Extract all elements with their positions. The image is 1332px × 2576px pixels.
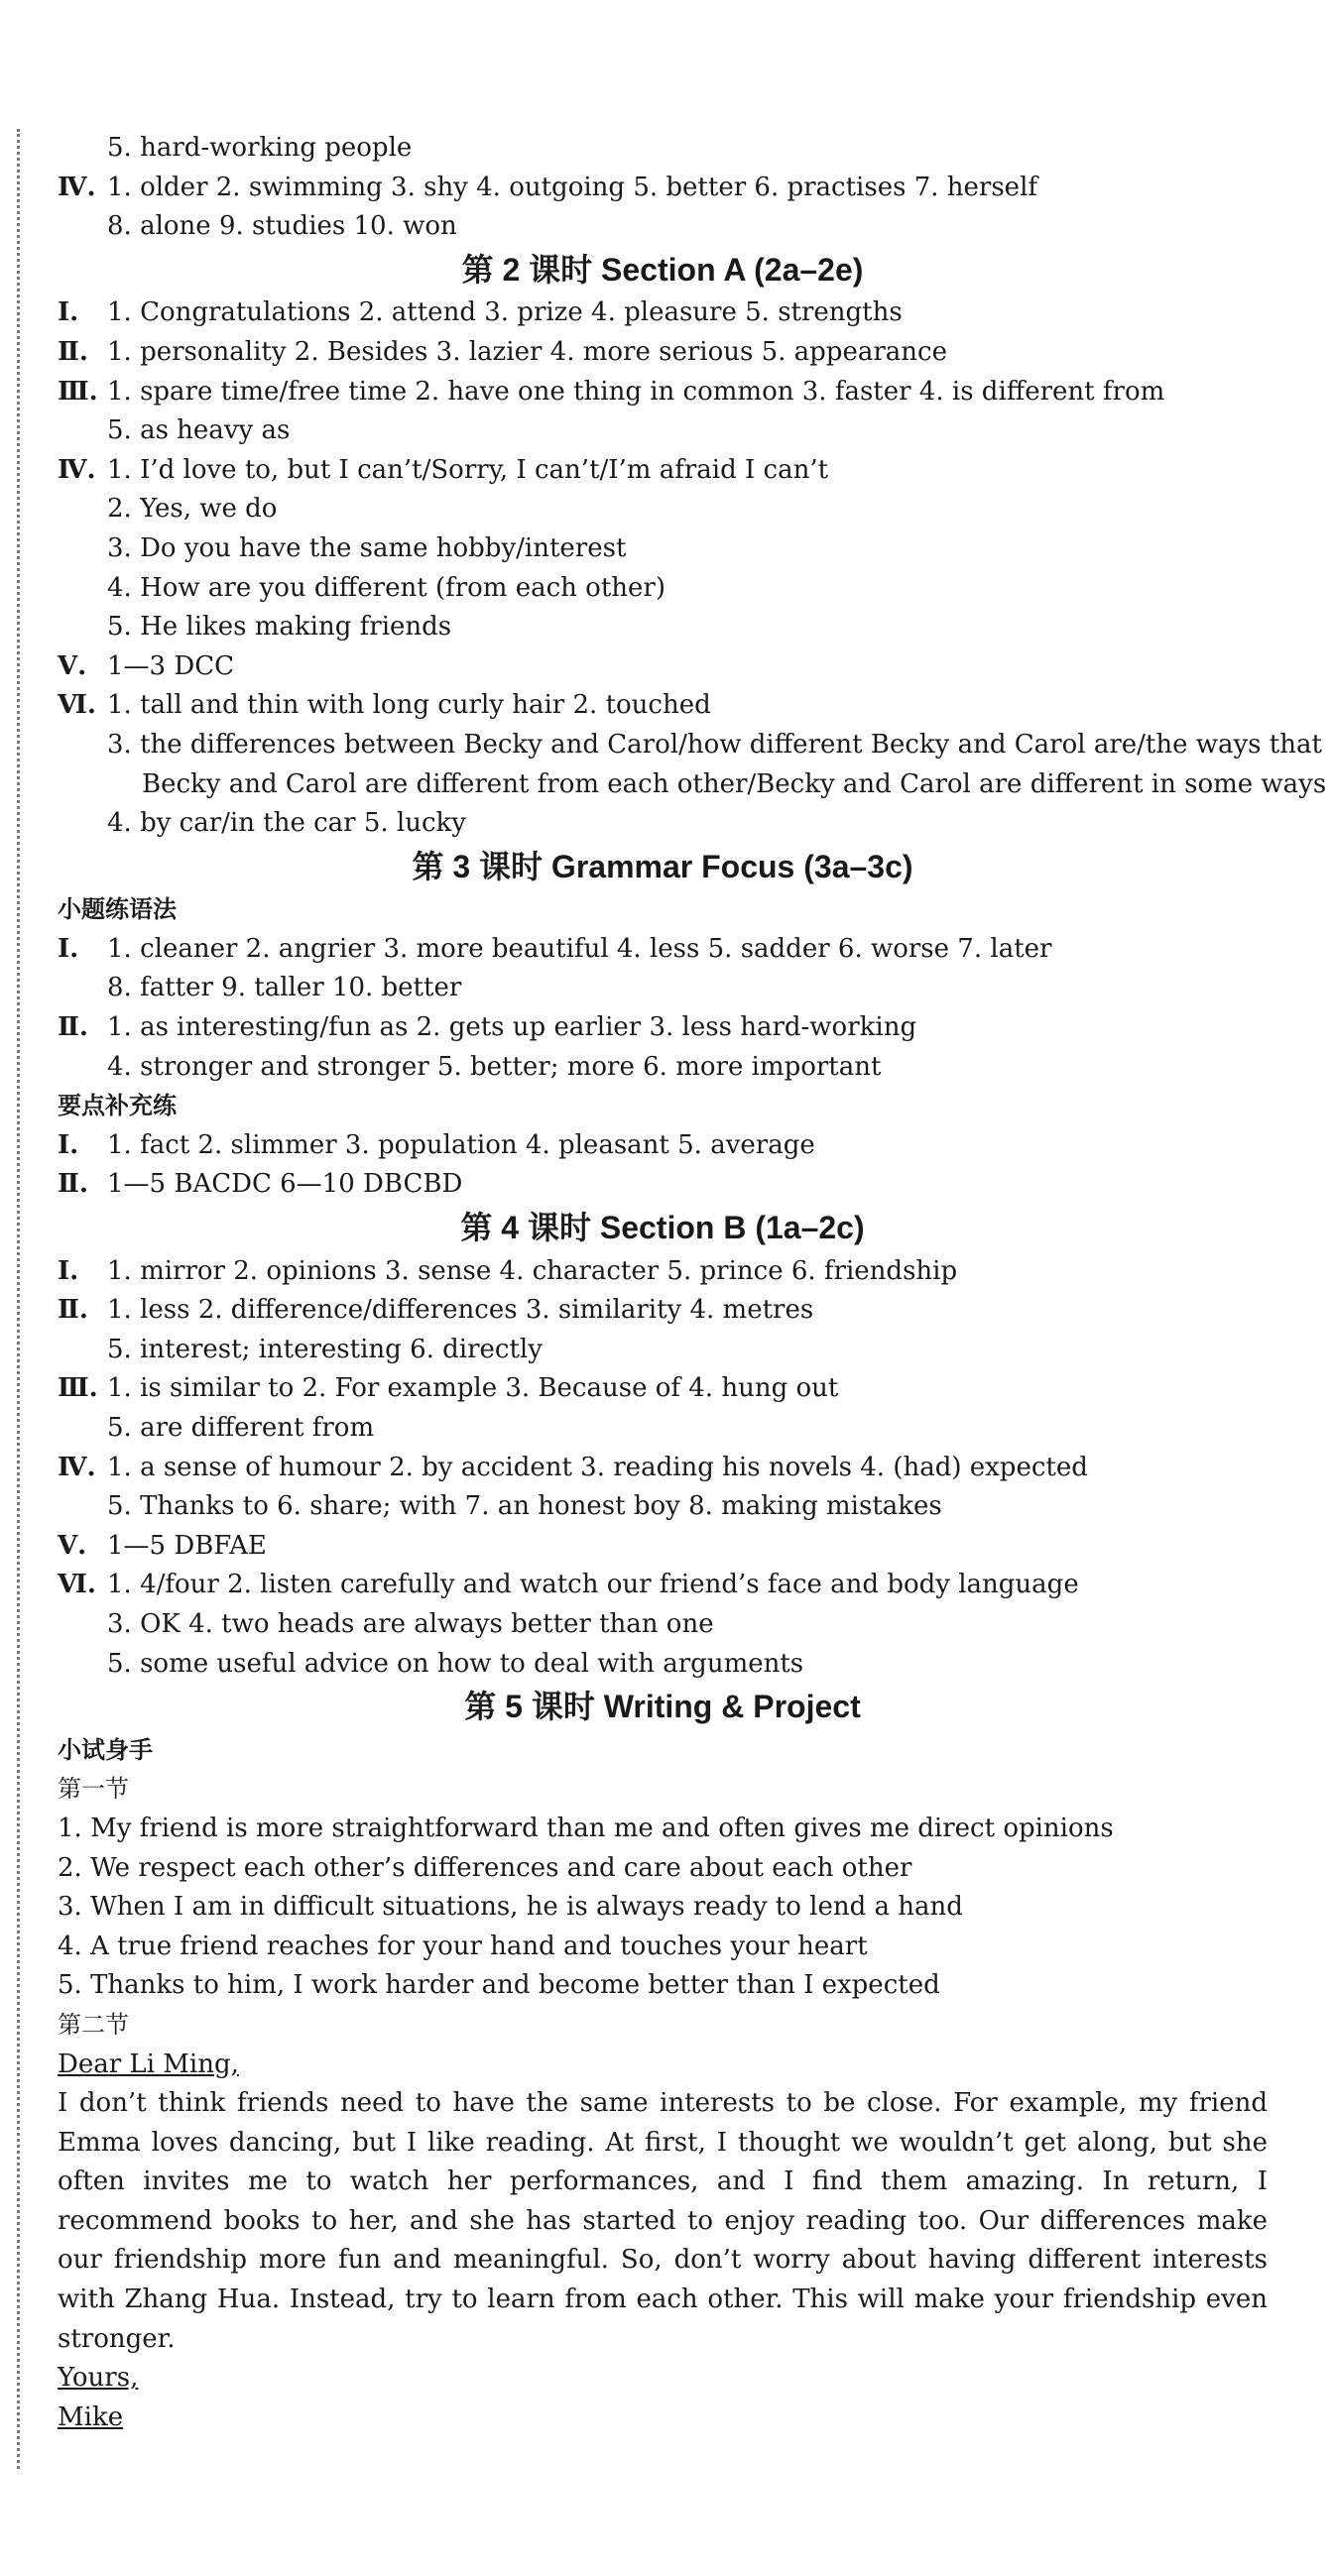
answer-line: Becky and Carol are different from each other/Becky and Carol are different in some ways	[142, 768, 1327, 799]
section-heading: 第 5 课时 Writing & Project	[464, 1689, 861, 1725]
answer-line: Ⅱ. 1. as interesting/fun as 2. gets up earlier 3. less hard-working	[58, 1008, 1268, 1048]
letter-signature: Mike	[58, 2401, 124, 2432]
part-label: 第二节	[58, 2010, 129, 2039]
roman-numeral: Ⅴ.	[58, 650, 87, 681]
roman-numeral: Ⅰ.	[58, 1129, 79, 1160]
roman-numeral: Ⅳ.	[58, 1452, 96, 1482]
answer-line: 3. the differences between Becky and Carol/how different Becky and Carol are/the ways that	[107, 729, 1322, 760]
sentence-line: 5. Thanks to him, I work harder and become better than I expected	[58, 1970, 940, 2001]
answer-line: Ⅱ. 1. personality 2. Besides 3. lazier 4. more serious 5. appearance	[58, 333, 1268, 373]
sentence-line: 1. My friend is more straightforward than me and often gives me direct opinions	[58, 1813, 1114, 1843]
sentence-line: 4. A true friend reaches for your hand and touches your heart	[58, 1931, 868, 1961]
answer-line: Ⅳ. 1. I’d love to, but I can’t/Sorry, I can’t/I’m afraid I can’t	[58, 451, 1268, 491]
letter-body: I don’t think friends need to have the same interests to be close. For example, my friend Emma loves dancing, but I like reading. At first, I thought we wouldn’t get along, but she often invites me to watch her performances, and I find them amazing. In return, I recommend books to her, and she has started to enjoy reading too. Our differences make our friendship more fun and meaningful. So, don’t worry about having different interests with Zhang Hua. Instead, try to learn from each other. This will make your friendship even stronger.	[58, 2088, 1268, 2354]
subsection-label: 要点补充练	[58, 1092, 177, 1120]
answer-line: 5. are different from	[107, 1413, 375, 1443]
roman-numeral: Ⅵ.	[58, 690, 96, 721]
answer-line: Ⅰ. 1. fact 2. slimmer 3. population 4. pleasant 5. average	[58, 1126, 1268, 1166]
roman-numeral: Ⅳ.	[58, 454, 96, 485]
roman-numeral: Ⅲ.	[58, 1373, 98, 1404]
letter-closing: Yours,	[58, 2363, 139, 2394]
answer-key-page	[58, 129, 1327, 2437]
answer-line: Ⅵ. 1. tall and thin with long curly hair 2. touched	[58, 686, 1268, 726]
answer-line: 3. OK 4. two heads are always better than one	[107, 1608, 714, 1639]
roman-numeral: Ⅴ.	[58, 1530, 87, 1561]
answer-line: 8. fatter 9. taller 10. better	[107, 973, 462, 1003]
answer-line: 3. Do you have the same hobby/interest	[107, 532, 627, 563]
answer-line: Ⅵ. 1. 4/four 2. listen carefully and watch our friend’s face and body language	[58, 1566, 1268, 1605]
subsection-label: 小题练语法	[58, 895, 177, 924]
section-heading: 第 4 课时 Section B (1a–2c)	[460, 1210, 865, 1246]
answer-line: 8. alone 9. studies 10. won	[107, 211, 457, 242]
answer-line: 2. Yes, we do	[107, 494, 278, 525]
roman-numeral: Ⅵ.	[58, 1570, 96, 1600]
letter-greeting: Dear Li Ming,	[58, 2049, 239, 2079]
answer-line: Ⅱ. 1. less 2. difference/differences 3. similarity 4. metres	[58, 1291, 1268, 1331]
answer-line: Ⅳ. 1. older 2. swimming 3. shy 4. outgoing 5. better 6. practises 7. herself	[58, 169, 1268, 208]
roman-numeral: Ⅳ.	[58, 172, 96, 202]
sentence-line: 2. We respect each other’s differences and care about each other	[58, 1852, 912, 1883]
answer-line: Ⅲ. 1. is similar to 2. For example 3. Because of 4. hung out	[58, 1369, 1268, 1409]
answer-line: 5. hard-working people	[107, 133, 413, 163]
answer-line: 4. How are you different (from each other)	[107, 572, 666, 603]
answer-line: 5. He likes making friends	[107, 612, 452, 643]
binding-margin-dots	[17, 129, 20, 2469]
roman-numeral: Ⅱ.	[58, 1169, 88, 1200]
answer-line: 5. as heavy as	[107, 415, 291, 446]
roman-numeral: Ⅱ.	[58, 336, 88, 367]
roman-numeral: Ⅲ.	[58, 376, 98, 407]
subsection-label: 小试身手	[58, 1735, 153, 1764]
answer-line: 5. some useful advice on how to deal with arguments	[107, 1648, 804, 1679]
sentence-line: 3. When I am in difficult situations, he is always ready to lend a hand	[58, 1892, 963, 1923]
part-label: 第一节	[58, 1775, 129, 1804]
answer-line: 4. by car/in the car 5. lucky	[107, 808, 466, 839]
answer-line: Ⅴ. 1—5 DBFAE	[58, 1527, 1268, 1567]
answer-line: 4. stronger and stronger 5. better; more 6. more important	[107, 1051, 882, 1082]
roman-numeral: Ⅱ.	[58, 1012, 88, 1043]
answer-line: Ⅱ. 1—5 BACDC 6—10 DBCBD	[58, 1165, 1268, 1205]
roman-numeral: Ⅰ.	[58, 1255, 79, 1286]
section-heading: 第 2 课时 Section A (2a–2e)	[461, 251, 864, 288]
answer-line: 5. interest; interesting 6. directly	[107, 1334, 543, 1364]
answer-line: 5. Thanks to 6. share; with 7. an honest boy 8. making mistakes	[107, 1491, 942, 1522]
answer-line: Ⅲ. 1. spare time/free time 2. have one thing in common 3. faster 4. is different from	[58, 373, 1268, 412]
answer-line: Ⅴ. 1—3 DCC	[58, 647, 1268, 687]
section-heading: 第 3 课时 Grammar Focus (3a–3c)	[412, 848, 913, 884]
answer-line: Ⅰ. 1. mirror 2. opinions 3. sense 4. character 5. prince 6. friendship	[58, 1252, 1268, 1292]
roman-numeral: Ⅰ.	[58, 297, 79, 328]
roman-numeral: Ⅰ.	[58, 933, 79, 964]
roman-numeral: Ⅱ.	[58, 1295, 88, 1326]
answer-line: Ⅰ. 1. Congratulations 2. attend 3. prize 4. pleasure 5. strengths	[58, 293, 1268, 333]
answer-line: Ⅳ. 1. a sense of humour 2. by accident 3. reading his novels 4. (had) expected	[58, 1449, 1268, 1488]
answer-line: Ⅰ. 1. cleaner 2. angrier 3. more beautiful 4. less 5. sadder 6. worse 7. later	[58, 930, 1268, 970]
